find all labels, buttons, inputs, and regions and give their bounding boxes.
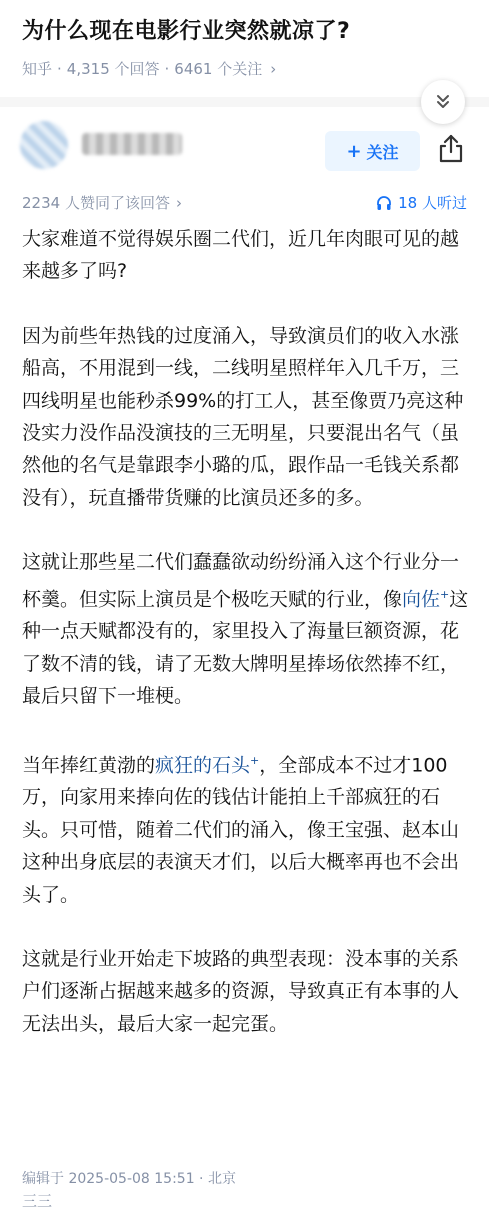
listen-count: 18 人听过 [398,194,467,212]
question-title[interactable]: 为什么现在电影行业突然就凉了? [22,19,351,44]
follow-label: 关注 [366,142,399,162]
section-divider [0,97,489,107]
source-label: 知乎 [22,60,53,78]
chevron-right-icon: › [175,194,182,212]
follow-button[interactable] [325,131,420,171]
collapse-button[interactable] [421,80,465,124]
paragraph [22,546,470,712]
entity-link-xiangzuo[interactable]: 向佐 [402,587,441,610]
link-marker-icon: + [440,587,450,601]
edited-timestamp: 编辑于 2025-05-08 15:51 · 北京 [22,1171,236,1187]
avatar[interactable] [20,121,68,169]
paragraph: 这就是行业开始走下坡路的典型表现：没本事的关系户们逐渐占据越来越多的资源，导致真正有本事的人无法出头，最后大家一起完蛋。 [22,947,460,1035]
paragraph-text: 当年捧红黄渤的 [22,753,156,776]
paragraph: 因为前些年热钱的过度涌入，导致演员们的收入水涨船高，不用混到一线，二线明星照样年入几千万，三四线明星也能秒杀99%的打工人，甚至像贾乃亮这种没实力没作品没演技的三无明星，只要混出名气（虽然他的名气是靠跟李小璐的瓜，跟作品一毛钱关系都没有），玩直播带货赚的比演员还多的多。 [22,324,464,509]
paragraph-text: ，全部成本不过才100万，向家用来捧向佐的钱估计能拍上千部疯狂的石头。只可惜，随着二代们的涌入，像王宝强、赵本山这种出身底层的表演天才们，以后大概率再也不会出头了。 [22,753,460,906]
likes-stats[interactable] [22,192,182,213]
paragraph: 大家难道不觉得娱乐圈二代们，近几年肉眼可见的越来越多了吗? [22,228,460,283]
truncated-text: 三三 [22,1192,53,1210]
question-meta[interactable]: 知乎 · 4,315 个回答 · 6461 个关注 › [22,60,277,78]
likes-text: 2234 人赞同了该回答 [22,194,170,212]
double-chevron-down-icon [433,92,453,112]
share-icon [437,134,465,164]
followers-count: 6461 个关注 [174,60,263,78]
paragraph [22,745,470,911]
answer-content [22,223,470,1072]
paragraph-text: 这种一点天赋都没有的，家里投入了海量巨额资源，花了数不清的钱，请了无数大牌明星捧场依然捧不红，最后只留下一堆梗。 [22,587,469,708]
share-button[interactable] [436,134,466,164]
answers-count: 4,315 个回答 [66,60,160,78]
link-marker-icon: + [250,753,260,767]
author-name[interactable] [82,133,182,155]
entity-link-crazy-stone[interactable]: 疯狂的石头 [155,753,251,776]
chevron-right-icon: › [270,60,277,78]
paragraph-text: 这就让那些星二代们蠢蠢欲动纷纷涌入这个行业分一杯羹。但实际上演员是个极吃天赋的行业，像 [22,551,460,610]
headphones-icon [376,195,392,211]
plus-icon: + [346,140,362,162]
listen-button[interactable] [376,192,467,213]
